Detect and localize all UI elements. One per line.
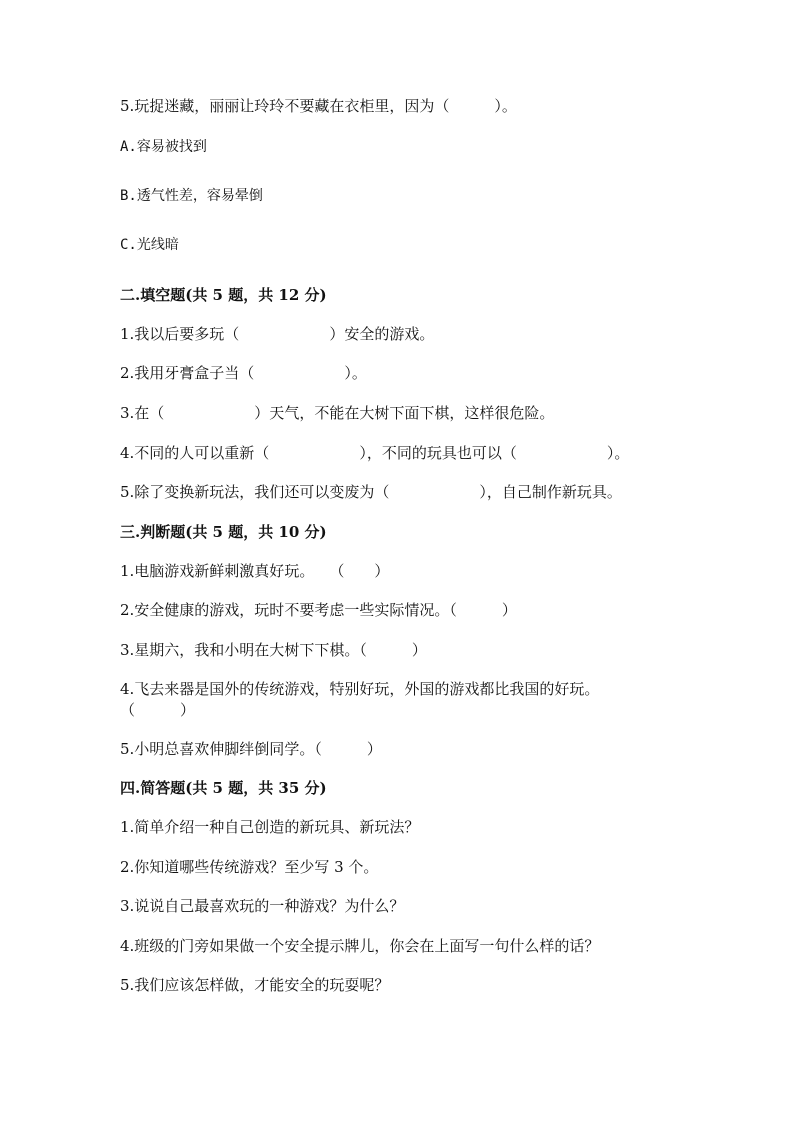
true-false-item: 5.小明总喜欢伸脚绊倒同学。（ ） [120,740,382,758]
fill-blank-item: 2.我用牙膏盒子当（ ）。 [120,364,367,382]
fill-blank-item: 5.除了变换新玩法，我们还可以变废为（ ），自己制作新玩具。 [120,483,622,501]
section-heading-short-answer: 四.简答题(共 5 题，共 35 分) [120,779,327,797]
short-answer-item: 5.我们应该怎样做，才能安全的玩耍呢？ [120,976,390,994]
section-heading-true-false: 三.判断题(共 5 题，共 10 分) [120,523,327,541]
short-answer-item: 1.简单介绍一种自己创造的新玩具、新玩法？ [120,818,420,836]
fill-blank-item: 3.在（ ）天气，不能在大树下面下棋，这样很危险。 [120,404,555,422]
section-heading-fill-blank: 二.填空题(共 5 题，共 12 分) [120,286,327,304]
true-false-item: 1.电脑游戏新鲜刺激真好玩。 （ ） [120,562,390,580]
true-false-answer-blank: （ ） [120,701,196,719]
option-c: C.光线暗 [120,237,179,253]
short-answer-item: 2.你知道哪些传统游戏？至少写 3 个。 [120,858,379,876]
short-answer-item: 3.说说自己最喜欢玩的一种游戏？为什么？ [120,897,405,915]
true-false-item: 4.飞去来器是国外的传统游戏，特别好玩，外国的游戏都比我国的好玩。 [120,680,600,698]
question-5: 5.玩捉迷藏，丽丽让玲玲不要藏在衣柜里，因为（ ）。 [120,97,517,115]
true-false-item: 2.安全健康的游戏，玩时不要考虑一些实际情况。（ ） [120,601,517,619]
option-a: A.容易被找到 [120,139,207,155]
option-b: B.透气性差，容易晕倒 [120,188,263,204]
fill-blank-item: 1.我以后要多玩（ ）安全的游戏。 [120,325,435,343]
true-false-item: 3.星期六，我和小明在大树下下棋。（ ） [120,641,427,659]
fill-blank-item: 4.不同的人可以重新（ ），不同的玩具也可以（ ）。 [120,444,630,462]
short-answer-item: 4.班级的门旁如果做一个安全提示牌儿，你会在上面写一句什么样的话？ [120,937,600,955]
